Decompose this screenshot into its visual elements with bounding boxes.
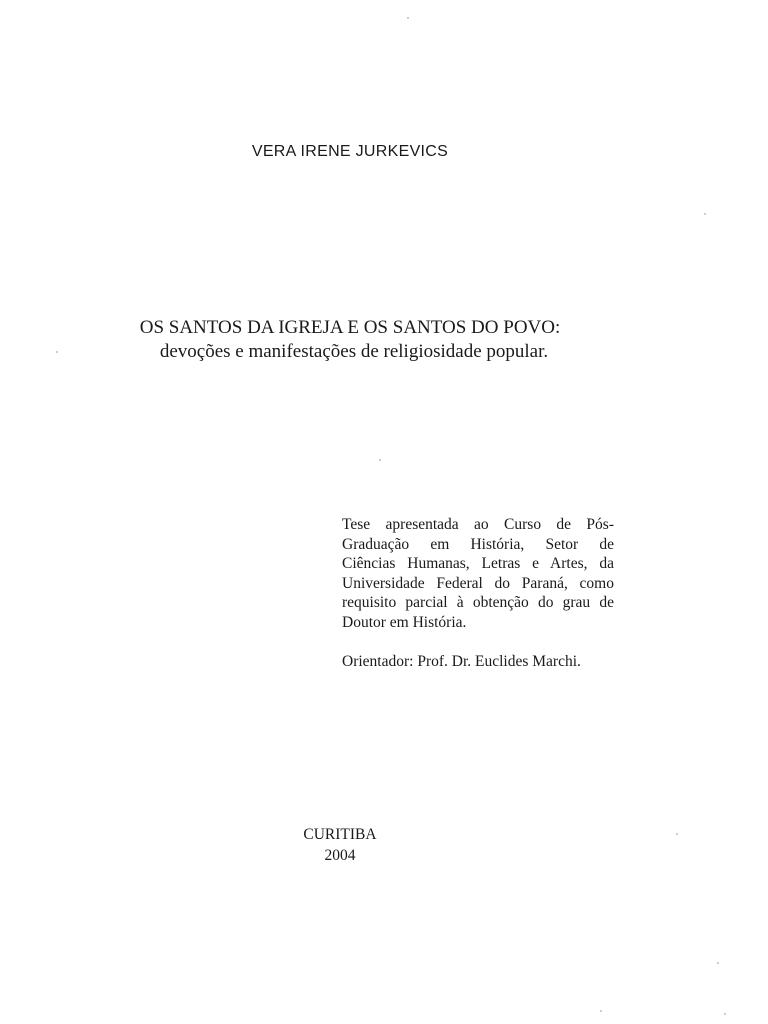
description-line: requisito parcial à obtenção do grau de [342,594,614,612]
place-and-year [250,824,430,866]
description-line: Doutor em História. [342,613,467,631]
scan-speck [379,459,381,461]
place: CURITIBA [303,826,377,843]
description-line: Universidade Federal do Paraná, como [342,574,614,592]
description-line: Graduação em História, Setor de [342,535,614,553]
scan-speck [407,17,409,19]
description-line: Ciências Humanas, Letras e Artes, da [342,555,614,573]
scan-speck [704,213,706,215]
scan-speck [600,1010,602,1012]
description-line: Tese apresentada ao Curso de Pós- [342,516,614,533]
thesis-description [342,515,614,633]
scan-speck [724,1013,726,1015]
title-subtitle-line: devoções e manifestações de religiosidade popular. [159,341,549,362]
thesis-title [0,316,700,364]
year: 2004 [324,847,356,864]
scan-speck [56,351,58,353]
author-name: VERA IRENE JURKEVICS [251,143,449,160]
scan-speck [717,962,719,964]
advisor-line: Orientador: Prof. Dr. Euclides Marchi. [342,653,581,670]
scan-speck [676,833,678,835]
title-main-line: OS SANTOS DA IGREJA E OS SANTOS DO POVO: [139,317,561,338]
